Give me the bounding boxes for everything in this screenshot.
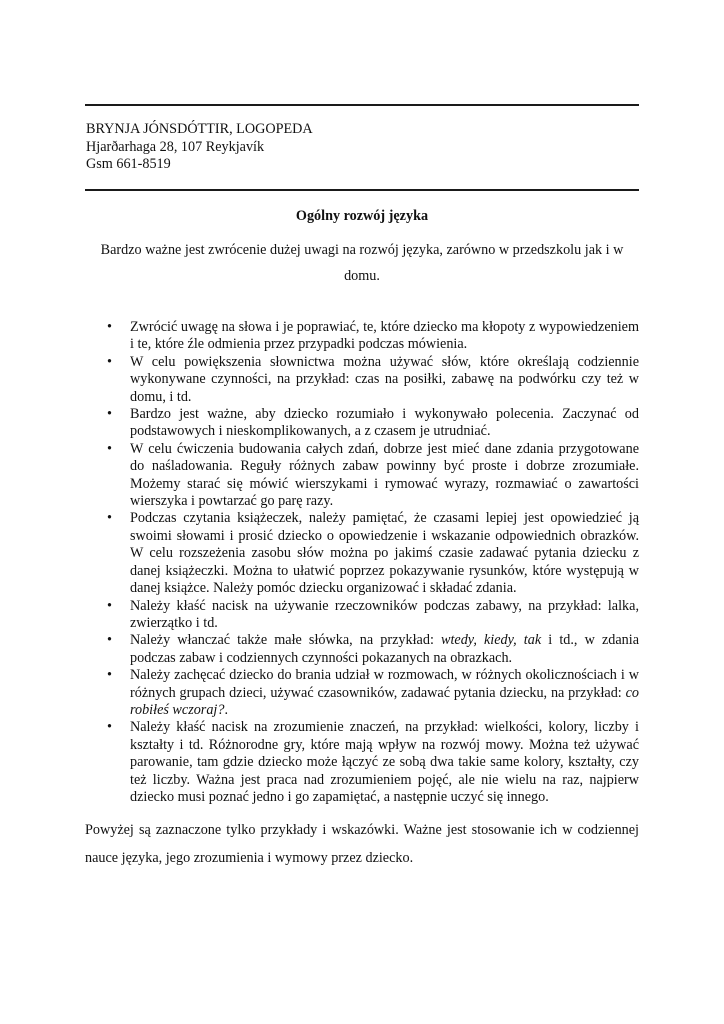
bullet-item <box>107 319 639 354</box>
bullet-marker: • <box>107 597 112 614</box>
bullet-text <box>130 632 639 665</box>
bullet-item <box>107 632 639 667</box>
bullet-text: Należy kłaść nacisk na zrozumienie znaczeń, na przykład: wielkości, kolory, liczby i kształty i td. Różnorodne gry, które mają wpływ na rozwój mowy. Można też używać parowanie, tam gdzie dziecko może łączyć ze sobą dwa takie same kolory, kształty, czy też liczby. Ważna jest praca nad zrozumieniem pojęć, ale nie wielu na raz, najpierw dziecko musi poznać jedno i go zapamiętać, a następnie uczyć się innego. <box>130 719 639 805</box>
bullet-marker: • <box>107 719 112 736</box>
closing-paragraph: Powyżej są zaznaczone tylko przykłady i wskazówki. Ważne jest stosowanie ich w codziennej nauce języka, jego zrozumienia i wymowy przez dziecko. <box>85 822 639 866</box>
letterhead <box>86 121 313 174</box>
bullet-example-italic: co robiłeś wczoraj? <box>130 684 639 718</box>
bullet-item <box>107 510 639 597</box>
bullet-example-italic: wtedy, kiedy, tak <box>441 632 542 649</box>
bullet-text-start: Należy włanczać także małe słówka, na przykład: <box>130 632 442 649</box>
bullet-marker: • <box>107 406 112 423</box>
bullet-marker: • <box>107 319 112 335</box>
author-address: Hjarðarhaga 28, 107 Reykjavík <box>86 138 265 155</box>
bullet-text: Zwrócić uwagę na słowa i je poprawiać, te, które dziecko ma kłopoty z wypowiedzeniem i te, które źle odmienia przez przypadki podczas mówienia. <box>130 319 639 353</box>
author-phone: Gsm 661-8519 <box>86 156 171 172</box>
bullet-text-end: i td., w zdania podczas zabaw i codziennych czynności pokazanych na obrazkach. <box>130 632 639 666</box>
bullet-text: Należy kłaść nacisk na używanie rzeczowników podczas zabawy, na przykład: lalka, zwierzątko i td. <box>130 597 639 631</box>
bottom-divider <box>85 189 639 191</box>
bullet-list <box>107 319 639 806</box>
intro-paragraph: Bardzo ważne jest zwrócenie dużej uwagi na rozwój języka, zarówno w przedszkolu jak i w domu. <box>100 242 624 284</box>
bullet-item <box>107 354 639 406</box>
author-name: BRYNJA JÓNSDÓTTIR, LOGOPEDA <box>86 121 313 137</box>
top-divider <box>85 104 639 106</box>
bullet-item <box>107 667 639 719</box>
bullet-text-start: Należy zachęcać dziecko do brania udział w rozmowach, w różnych okolicznościach i w różnych grupach dzieci, używać czasowników, zadawać pytania dziecku, na przykład: <box>130 667 639 701</box>
bullet-marker: • <box>107 440 112 457</box>
bullet-text: W celu powiększenia słownictwa można używać słów, które określają codziennie wykonywane czynności, na przykład: czas na posiłki, zabawę na podwórku czy też w domu, i td. <box>130 353 639 405</box>
bullet-text-end: . <box>224 701 229 718</box>
bullet-item <box>107 441 639 511</box>
bullet-text: Bardzo jest ważne, aby dziecko rozumiało i wykonywało polecenia. Zaczynać od podstawowych i nieskomplikowanych, a z czasem je utrudniać. <box>130 406 639 440</box>
bullet-item <box>107 719 639 806</box>
bullet-marker: • <box>107 632 112 649</box>
bullet-text: Podczas czytania książeczek, należy pamiętać, że czasami lepiej jest opowiedzieć ją swoimi słowami i prosić dziecko o opowiedzenie i wskazanie odpowiednich obrazków. W celu rozszeżenia zasobu słów można po jakimś czasie zadawać pytania dziecku z danej książeczki. Można to ułatwić poprzez pokazywanie rysunków, które występują w danej książce. Należy pomóc dziecku organizować i składać zdania. <box>130 510 639 597</box>
bullet-item <box>107 598 639 633</box>
bullet-marker: • <box>107 353 112 370</box>
bullet-text: W celu ćwiczenia budowania całych zdań, dobrze jest mieć dane zdania przygotowane do naśladowania. Reguły różnych zabaw powinny być proste i dobrze zrozumiałe. Możemy starać się mówić wierszykami i rymować wyrazy, rozmawiać o zawartości wierszyka i powtarzać go parę razy. <box>130 440 639 510</box>
bullet-marker: • <box>107 667 112 684</box>
document-title: Ogólny rozwój języka <box>295 208 429 224</box>
bullet-marker: • <box>107 510 112 527</box>
bullet-text <box>130 667 639 718</box>
bullet-item <box>107 406 639 441</box>
